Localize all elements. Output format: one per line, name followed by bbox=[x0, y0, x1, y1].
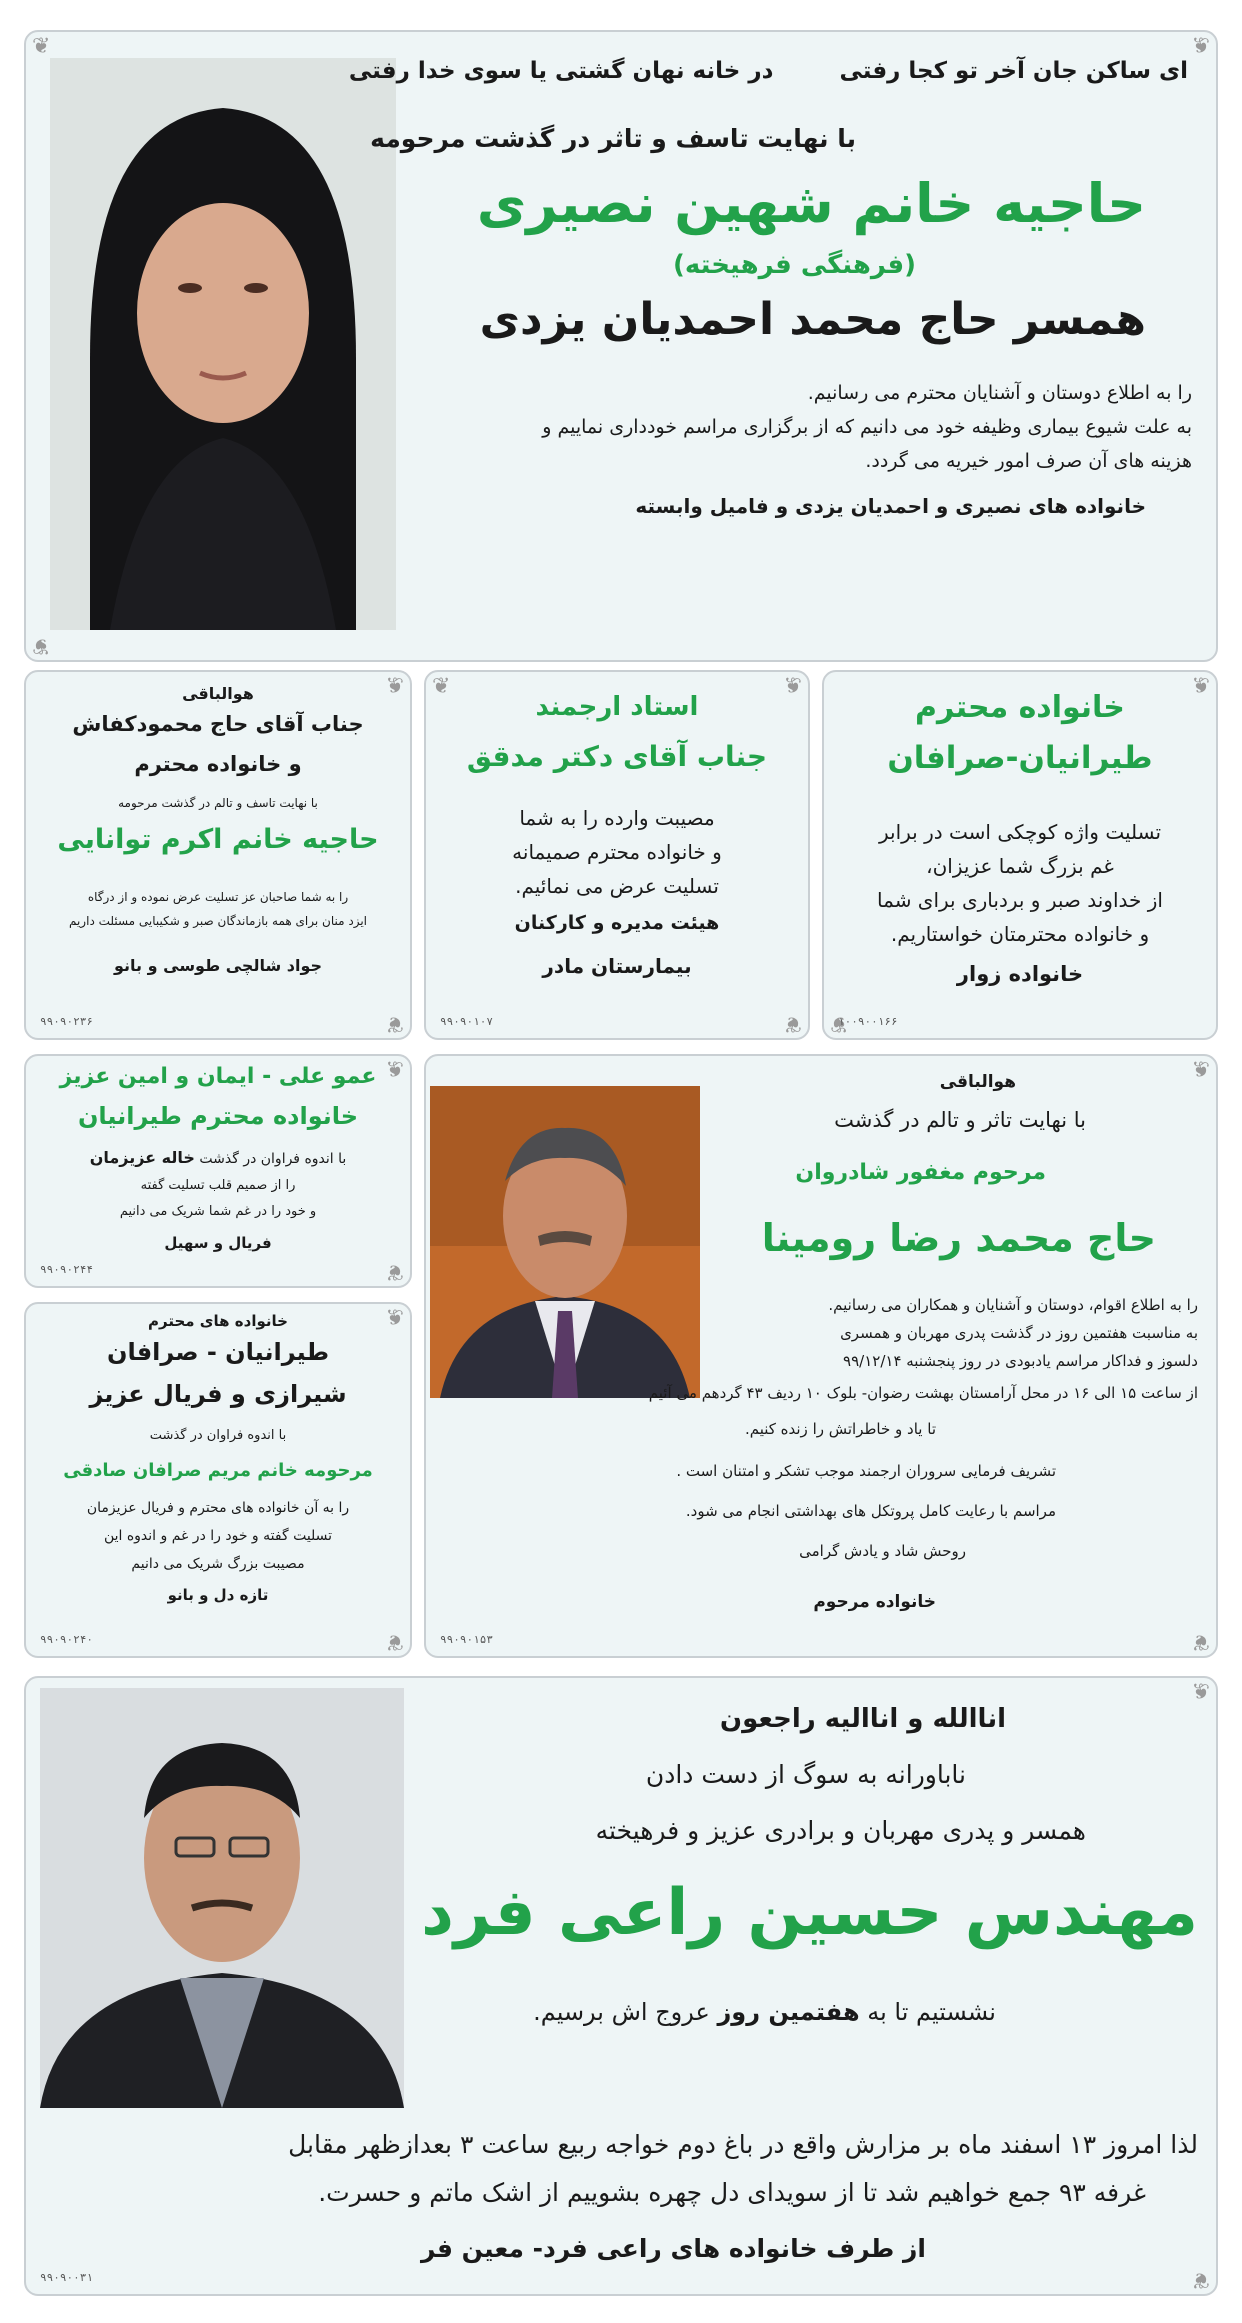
seventh-day-bold: هفتمین روز bbox=[717, 1998, 860, 2026]
body-line: لذا امروز ۱۳ اسفند ماه بر مزارش واقع در باغ دوم خواجه ربیع ساعت ۳ بعدازظهر مقابل bbox=[288, 2130, 1198, 2159]
body-line: به مناسبت هفتمین روز در گذشت پدری مهربان و همسری bbox=[840, 1324, 1198, 1342]
poem-verse-right: ای ساکن جان آخر تو کجا رفتی bbox=[839, 58, 1188, 84]
ornament-icon: ❦ bbox=[1191, 34, 1210, 59]
ornament-icon: ❦ bbox=[385, 1259, 404, 1284]
body-line: تشریف فرمایی سروران ارجمند موجب تشکر و امتنان است . bbox=[676, 1462, 1056, 1480]
ornament-icon: ❦ bbox=[783, 674, 802, 699]
body-line: نشستیم تا به bbox=[867, 1998, 996, 2026]
condolence-madar-hospital bbox=[424, 670, 810, 1040]
body-line: از ساعت ۱۵ الی ۱۶ در محل آرامستان بهشت رضوان- بلوک ۱۰ ردیف ۴۳ گردهم می آئیم bbox=[648, 1384, 1198, 1402]
ornament-icon: ❦ bbox=[830, 1011, 849, 1036]
recipient-family: طیرانیان - صرافان bbox=[106, 1338, 330, 1366]
header-text: خانواده های محترم bbox=[148, 1312, 288, 1330]
body-line: تسلیت واژه کوچکی است در برابر bbox=[878, 820, 1162, 844]
ad-code: ۱۰۰۹۰۰۱۶۶ bbox=[838, 1015, 898, 1028]
body-line: ناباورانه به سوگ از دست دادن bbox=[645, 1760, 966, 1789]
obituary-raei-fard bbox=[24, 1676, 1218, 2296]
intro-text: با نهایت تاثر و تالم در گذشت bbox=[834, 1108, 1086, 1132]
recipient-family: خانواده محترم طیرانیان bbox=[77, 1102, 359, 1130]
deceased-name: حاج محمد رضا رومینا bbox=[761, 1216, 1156, 1260]
body-line: تا یاد و خاطراتش را زنده کنیم. bbox=[744, 1420, 936, 1438]
obituary-nasiri bbox=[24, 30, 1218, 662]
intro-text: با نهایت تاسف و تالم در گذشت مرحومه bbox=[118, 796, 318, 810]
condolence-faryal-soheil bbox=[24, 1054, 412, 1288]
condolence-tavanaei bbox=[24, 670, 412, 1040]
body-line: تسلیت گفته و خود را در غم و اندوه این bbox=[103, 1528, 333, 1544]
ornament-icon: ❦ bbox=[385, 674, 404, 699]
signature: هیئت مدیره و کارکنان bbox=[514, 912, 720, 934]
ornament-icon: ❦ bbox=[1191, 1629, 1210, 1654]
ornament-icon: ❦ bbox=[385, 1306, 404, 1331]
signature: خانواده مرحوم bbox=[813, 1592, 936, 1612]
ornament-icon: ❦ bbox=[1191, 1058, 1210, 1083]
body-line: تسلیت عرض می نمائیم. bbox=[515, 874, 719, 898]
deceased-name: مرحومه خانم مریم صرافان صادقی bbox=[63, 1460, 373, 1481]
body-line: هزینه های آن صرف امور خیریه می گردد. bbox=[865, 450, 1192, 472]
recipient-family: و خانواده محترم bbox=[134, 752, 302, 776]
body-line: همسر و پدری مهربان و برادری عزیز و فرهیخته bbox=[595, 1816, 1086, 1845]
ornament-icon: ❦ bbox=[385, 1629, 404, 1654]
ad-code: ۹۹۰۹۰۲۳۶ bbox=[40, 1015, 93, 1028]
ad-code: ۹۹۰۹۰۰۳۱ bbox=[40, 2271, 93, 2284]
body-line: و خانواده محترم صمیمانه bbox=[512, 840, 722, 864]
condolence-zavvar bbox=[822, 670, 1218, 1040]
condolence-tazehdel bbox=[24, 1302, 412, 1658]
ornament-icon: ❦ bbox=[32, 34, 51, 59]
body-line: مراسم با رعایت کامل پروتکل های بهداشتی انجام می شود. bbox=[685, 1502, 1056, 1520]
intro-text: با نهایت تاسف و تاثر در گذشت مرحومه bbox=[370, 124, 856, 153]
portrait-photo bbox=[50, 58, 396, 630]
ornament-icon: ❦ bbox=[783, 1011, 802, 1036]
ornament-icon: ❦ bbox=[1191, 674, 1210, 699]
signature: جواد شالچی طوسی و بانو bbox=[113, 956, 323, 975]
poem-verse-left: در خانه نهان گشتی یا سوی خدا رفتی bbox=[348, 58, 774, 84]
body-line: دلسوز و فداکار مراسم یادبودی در روز پنجشنبه ۹۹/۱۲/۱۴ bbox=[843, 1352, 1198, 1370]
body-line: غم بزرگ شما عزیزان، bbox=[926, 854, 1114, 878]
body-line: را از صمیم قلب تسلیت گفته bbox=[140, 1178, 296, 1193]
ornament-icon: ❦ bbox=[385, 1058, 404, 1083]
body-line: با اندوه فراوان در گذشت bbox=[199, 1151, 347, 1167]
body-line: به علت شیوع بیماری وظیفه خود می دانیم که از برگزاری مراسم خودداری نماییم و bbox=[542, 416, 1192, 438]
portrait-photo bbox=[40, 1688, 404, 2108]
body-line: روحش شاد و یادش گرامی bbox=[799, 1542, 966, 1560]
body-line: مصیبت وارده را به شما bbox=[519, 806, 715, 830]
body-line: مصیبت بزرگ شریک می دانیم bbox=[131, 1556, 305, 1572]
ornament-icon: ❦ bbox=[1191, 1680, 1210, 1705]
body-line: را به آن خانواده های محترم و فریال عزیزمان bbox=[86, 1500, 350, 1516]
body-line: را به اطلاع اقوام، دوستان و آشنایان و همکاران می رسانیم. bbox=[828, 1296, 1198, 1314]
ornament-icon: ❦ bbox=[1191, 2267, 1210, 2292]
body-line: را به شما صاحبان عز تسلیت عرض نموده و از درگاه bbox=[87, 890, 349, 904]
body-line: از خداوند صبر و بردباری برای شما bbox=[877, 888, 1163, 912]
relation-bold: خاله عزیزمان bbox=[89, 1148, 195, 1167]
ornament-icon: ❦ bbox=[385, 1011, 404, 1036]
deceased-name: حاجیه خانم شهین نصیری bbox=[476, 172, 1146, 235]
signature: از طرف خانواده های راعی فرد- معین فر bbox=[421, 2234, 926, 2263]
header-text: هوالباقی bbox=[182, 684, 254, 703]
recipient-name: جناب آقای حاج محمودکفاش bbox=[72, 712, 364, 736]
body-line: ایزد منان برای همه بازماندگان صبر و شکیبایی مسئلت داریم bbox=[68, 914, 368, 928]
recipient-family: شیرازی و فریال عزیز bbox=[89, 1380, 347, 1408]
body-line: و خود را در غم شما شریک می دانیم bbox=[119, 1204, 317, 1219]
ad-code: ۹۹۰۹۰۱۰۷ bbox=[440, 1015, 493, 1028]
ornament-icon: ❦ bbox=[432, 674, 451, 699]
portrait-photo bbox=[430, 1086, 700, 1398]
body-line: عروج اش برسیم. bbox=[533, 1998, 710, 2026]
signature: خانواده های نصیری و احمدیان یزدی و فامیل وابسته bbox=[635, 494, 1146, 518]
signature: بیمارستان مادر bbox=[542, 954, 692, 978]
heading-line: استاد ارجمند bbox=[535, 692, 699, 722]
ornament-icon: ❦ bbox=[32, 633, 51, 658]
spouse-line: همسر حاج محمد احمدیان یزدی bbox=[479, 294, 1146, 345]
heading-line: خانواده محترم bbox=[915, 690, 1125, 725]
deceased-name: حاجیه خانم اکرم توانایی bbox=[57, 824, 379, 855]
obituary-roomina bbox=[424, 1054, 1218, 1658]
deceased-subtitle: (فرهنگی فرهیخته) bbox=[672, 250, 916, 280]
header-text: اناالله و اناالیه راجعون bbox=[719, 1704, 1006, 1734]
header-text: هوالباقی bbox=[939, 1072, 1016, 1092]
body-line: را به اطلاع دوستان و آشنایان محترم می رسانیم. bbox=[807, 382, 1192, 404]
ad-code: ۹۹۰۹۰۲۴۴ bbox=[40, 1263, 93, 1276]
ad-code: ۹۹۰۹۰۲۴۰ bbox=[40, 1633, 93, 1646]
body-line: و خانواده محترمتان خواستاریم. bbox=[890, 922, 1150, 946]
signature: فریال و سهیل bbox=[164, 1234, 272, 1252]
recipient-names: عمو علی - ایمان و امین عزیز bbox=[59, 1064, 377, 1089]
body-line: غرفه ۹۳ جمع خواهیم شد تا از سویدای دل چهره بشوییم از اشک ماتم و حسرت. bbox=[318, 2178, 1146, 2207]
intro-text: با اندوه فراوان در گذشت bbox=[149, 1428, 287, 1443]
ad-code: ۹۹۰۹۰۱۵۳ bbox=[440, 1633, 493, 1646]
signature: تازه دل و بانو bbox=[167, 1586, 269, 1604]
family-name: طیرانیان-صرافان bbox=[887, 740, 1153, 776]
signature: خانواده زوار bbox=[956, 962, 1084, 986]
deceased-title: مرحوم مغفور شادروان bbox=[795, 1160, 1046, 1185]
deceased-name: مهندس حسین راعی فرد bbox=[421, 1876, 1198, 1950]
recipient-name: جناب آقای دکتر مدقق bbox=[466, 740, 768, 773]
